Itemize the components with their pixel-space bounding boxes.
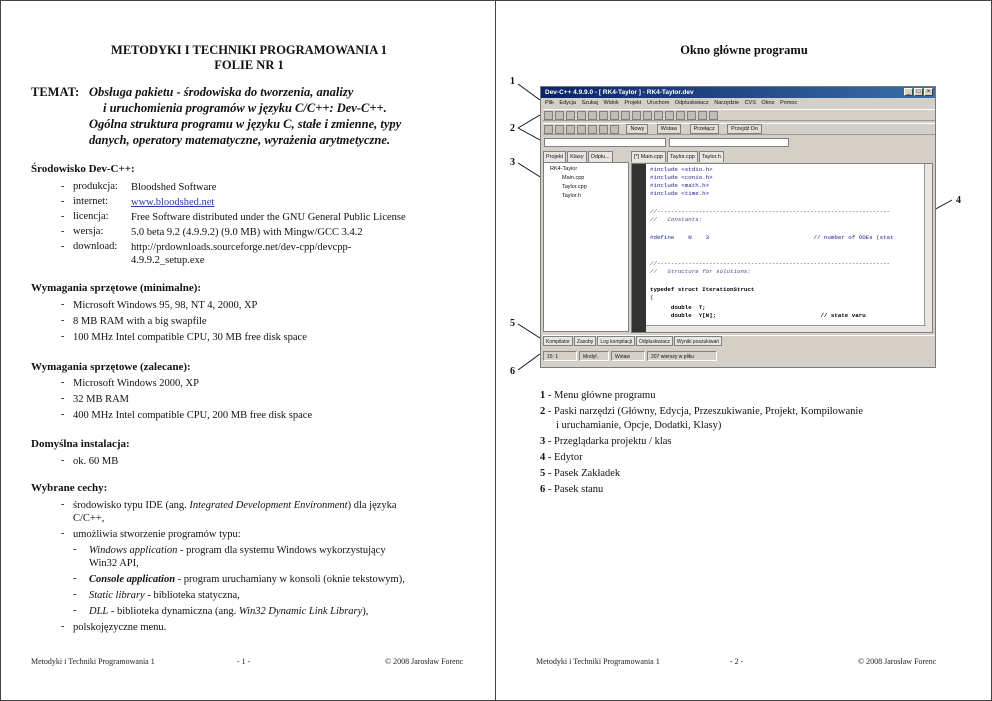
code-editor[interactable] <box>631 163 933 333</box>
legend-item-cont: i uruchamianie, Opcje, Dodatki, Klasy) <box>556 420 722 431</box>
list-item: Microsoft Windows 2000, XP <box>73 378 199 389</box>
tool-icon[interactable] <box>621 111 630 120</box>
tool-icon[interactable] <box>654 111 663 120</box>
tool-icon[interactable] <box>588 111 597 120</box>
minimize-icon[interactable]: _ <box>904 88 913 96</box>
status-insert: Wstaw <box>611 351 645 361</box>
callout-2: 2 <box>510 123 515 134</box>
menu-item[interactable]: CVS <box>744 100 756 106</box>
tree-file[interactable]: Taylor.cpp <box>562 184 587 190</box>
toolbar-main <box>543 109 935 121</box>
callout-6: 6 <box>510 366 515 377</box>
footer-left: Metodyki i Techniki Programowania 1 <box>536 657 660 666</box>
website-link[interactable]: www.bloodshed.net <box>131 197 215 208</box>
tool-icon[interactable] <box>643 111 652 120</box>
menu-item[interactable]: Widok <box>603 100 619 106</box>
env-value: http://prdownloads.sourceforge.net/dev-cpp/devcpp- <box>131 242 352 253</box>
tool-icon[interactable] <box>665 111 674 120</box>
bullet: - <box>61 499 65 510</box>
env-value: 5.0 beta 9.2 (4.9.9.2) (9.0 MB) with Mingw/GCC 3.4.2 <box>131 227 363 238</box>
tool-icon[interactable] <box>566 125 575 134</box>
bullet: - <box>61 315 65 326</box>
bullet: - <box>73 573 77 584</box>
tree-file[interactable]: Main.cpp <box>562 175 585 181</box>
editor-tabs <box>631 151 725 161</box>
page-title: Okno główne programu <box>680 43 808 57</box>
tool-icon[interactable] <box>577 111 586 120</box>
callout-5: 5 <box>510 318 515 329</box>
bottom-tab-bar <box>543 335 935 347</box>
status-position: 15: 1 <box>543 351 577 361</box>
env-value: Free Software distributed under the GNU General Public License <box>131 212 406 223</box>
menu-item[interactable]: Narzędzie <box>714 100 740 106</box>
bullet: - <box>61 226 65 237</box>
footer-left: Metodyki i Techniki Programowania 1 <box>31 657 155 666</box>
feature-menu: polskojęzyczne menu. <box>73 622 167 633</box>
type-windows-cont: Win32 API, <box>89 558 139 569</box>
bullet: - <box>61 331 65 342</box>
tool-icon[interactable] <box>709 111 718 120</box>
bullet: - <box>61 621 65 632</box>
bullet: - <box>61 377 65 388</box>
bullet: - <box>61 393 65 404</box>
legend-item: 5 - Pasek Zakładek <box>540 468 621 479</box>
tool-icon[interactable] <box>588 125 597 134</box>
footer-right: © 2008 Jarosław Forenc <box>385 657 464 666</box>
footer-right: © 2008 Jarosław Forenc <box>858 657 937 666</box>
tool-icon[interactable] <box>555 125 564 134</box>
bullet: - <box>73 544 77 555</box>
editor-gutter <box>632 164 646 332</box>
callout-1: 1 <box>510 76 515 87</box>
code-line: #include <math.h> <box>650 182 710 189</box>
topic-line-1: Obsługa pakietu - środowiska do tworzenia, analizy <box>89 85 354 99</box>
tab-project[interactable]: Projekt <box>543 151 566 162</box>
tree-project-root[interactable]: RK4-Taylor <box>550 166 578 172</box>
bullet: - <box>61 241 65 252</box>
bullet: - <box>73 589 77 600</box>
tab-resources[interactable]: Zasoby <box>574 336 596 346</box>
tool-icon[interactable] <box>599 111 608 120</box>
list-item: 400 MHz Intel compatible CPU, 200 MB free disk space <box>73 410 313 421</box>
tool-icon[interactable] <box>632 111 641 120</box>
code-line: double T; <box>650 304 706 311</box>
code-line: #include <conio.h> <box>650 174 713 181</box>
type-dll: DLL - biblioteka dynamiczna (ang. Win32 Dynamic Link Library), <box>89 606 369 617</box>
code-line: // Structure for solutions: <box>650 268 751 275</box>
env-value-cont: 4.9.9.2_setup.exe <box>131 255 205 266</box>
toggle-button[interactable]: Przełącz <box>690 124 719 134</box>
code-line: #define N 3 // number of ODEs (stat <box>650 234 894 241</box>
env-key: download: <box>73 241 118 252</box>
bullet: - <box>61 528 65 539</box>
tab-search-results[interactable]: Wyniki poszukiwań <box>674 336 722 346</box>
tab-debug[interactable]: Odpłu... <box>588 151 613 162</box>
bullet: - <box>61 409 65 420</box>
feature-types: umożliwia stworzenie programów typu: <box>73 529 241 540</box>
member-combo[interactable] <box>669 138 789 147</box>
topic-line-4: danych, operatory matematyczne, wyrażenia arytmetyczne. <box>89 133 391 147</box>
toolbar-secondary <box>543 123 935 135</box>
code-line: #include <stdio.h> <box>650 166 713 173</box>
env-key: licencja: <box>73 211 109 222</box>
type-static: Static library - biblioteka statyczna, <box>89 590 240 601</box>
tool-icon[interactable] <box>610 125 619 134</box>
code-line: //------------------------------------------------------------------- <box>650 260 891 267</box>
close-icon[interactable]: × <box>924 88 933 96</box>
class-combo[interactable] <box>544 138 666 147</box>
legend-item: 4 - Edytor <box>540 452 583 463</box>
bullet: - <box>61 181 65 192</box>
bullet: - <box>61 211 65 222</box>
callout-4: 4 <box>956 195 961 206</box>
topic-line-2: i uruchomienia programów w języku C/C++: Dev-C++. <box>103 101 387 115</box>
code-line: // Constants: <box>650 216 703 223</box>
callout-3: 3 <box>510 157 515 168</box>
bullet: - <box>61 299 65 310</box>
menu-item[interactable]: Szukaj <box>581 100 598 106</box>
status-lines: 207 wierszy w pliku <box>647 351 717 361</box>
title-line-2: FOLIE NR 1 <box>214 58 284 72</box>
insert-button[interactable]: Wstaw <box>657 124 682 134</box>
tab-classes[interactable]: Klasy <box>567 151 586 162</box>
project-tabs <box>543 151 614 161</box>
code-line: double Y[N]; // state varu <box>650 312 866 319</box>
code-line: typedef struct IterationStruct <box>650 286 755 293</box>
features-heading: Wybrane cechy: <box>31 482 108 494</box>
rec-req-heading: Wymagania sprzętowe (zalecane): <box>31 361 191 373</box>
env-key: produkcja: <box>73 181 118 192</box>
feature-ide-cont: C/C++, <box>73 513 105 524</box>
devcpp-screenshot <box>540 86 936 368</box>
legend-item: 6 - Pasek stanu <box>540 484 604 495</box>
new-button[interactable]: Nowy <box>626 124 648 134</box>
tool-icon[interactable] <box>610 111 619 120</box>
bullet: - <box>61 455 65 466</box>
menu-item[interactable]: Okno <box>761 100 775 106</box>
list-item: ok. 60 MB <box>73 456 119 467</box>
code-line: //------------------------------------------------------------------- <box>650 208 891 215</box>
list-item: 32 MB RAM <box>73 394 130 405</box>
env-heading: Środowisko Dev-C++: <box>31 163 135 175</box>
menu-item[interactable]: Edycja <box>559 100 576 106</box>
list-item: 100 MHz Intel compatible CPU, 30 MB free disk space <box>73 332 307 343</box>
env-key: wersja: <box>73 226 104 237</box>
tab-debugger[interactable]: Odpluskwiacz <box>636 336 673 346</box>
main-menu <box>541 98 935 108</box>
min-req-heading: Wymagania sprzętowe (minimalne): <box>31 282 202 294</box>
env-key: internet: <box>73 196 108 207</box>
window-titlebar: Dev-C++ 4.9.9.0 - [ RK4-Taylor ] - RK4-Taylor.dev <box>541 87 935 98</box>
tool-icon[interactable] <box>676 111 685 120</box>
editor-vertical-scrollbar[interactable] <box>924 164 932 332</box>
list-item: Microsoft Windows 95, 98, NT 4, 2000, XP <box>73 300 258 311</box>
tree-file[interactable]: Taylor.h <box>562 193 581 199</box>
type-windows: Windows application - program dla systemu Windows wykorzystujący <box>89 545 386 556</box>
tab-taylor-h[interactable]: Taylor.h <box>699 151 724 162</box>
topic-label: TEMAT: <box>31 85 80 99</box>
feature-ide: środowisko typu IDE (ang. Integrated Development Environment) dla języka <box>73 500 397 511</box>
tab-taylor-cpp[interactable]: Taylor.cpp <box>667 151 698 162</box>
status-modified: Modyf. <box>579 351 609 361</box>
tab-main-cpp[interactable]: [*] Main.cpp <box>631 151 666 162</box>
tool-icon[interactable] <box>698 111 707 120</box>
menu-item[interactable]: Pomoc <box>780 100 798 106</box>
editor-horizontal-scrollbar[interactable] <box>646 325 926 332</box>
menu-item[interactable]: Uruchom <box>646 100 670 106</box>
legend-item: 2 - Paski narzędzi (Główny, Edycja, Przeszukiwanie, Projekt, Kompilowanie <box>540 406 863 417</box>
goto-button[interactable]: Przejdź Do <box>727 124 762 134</box>
code-line: { <box>650 294 654 301</box>
env-value: Bloodshed Software <box>131 182 217 193</box>
legend-item: 1 - Menu główne programu <box>540 390 656 401</box>
status-bar <box>543 351 935 362</box>
legend-item: 3 - Przeglądarka projektu / klas <box>540 436 672 447</box>
menu-item[interactable]: Projekt <box>624 100 642 106</box>
footer-page-number: - 2 - <box>730 657 744 666</box>
menu-item[interactable]: Odpluskwiacz <box>674 100 709 106</box>
menu-item[interactable]: Plik <box>545 100 554 106</box>
tool-icon[interactable] <box>555 111 564 120</box>
title-line-1: METODYKI I TECHNIKI PROGRAMOWANIA 1 <box>111 43 387 57</box>
footer-page-number: - 1 - <box>237 657 251 666</box>
list-item: 8 MB RAM with a big swapfile <box>73 316 207 327</box>
project-browser <box>543 162 629 332</box>
tool-icon[interactable] <box>544 111 553 120</box>
tool-icon[interactable] <box>544 125 553 134</box>
tab-compile-log[interactable]: Log kompilacji <box>597 336 635 346</box>
topic-line-3: Ogólna struktura programu w języku C, stałe i zmienne, typy <box>89 117 402 131</box>
type-console: Console application - program uruchamiany w konsoli (oknie tekstowym), <box>89 574 405 585</box>
tool-icon[interactable] <box>577 125 586 134</box>
tab-compiler[interactable]: Kompilator <box>543 336 573 346</box>
install-heading: Domyślna instalacja: <box>31 438 130 450</box>
maximize-icon[interactable]: □ <box>914 88 923 96</box>
bullet: - <box>73 605 77 616</box>
tool-icon[interactable] <box>566 111 575 120</box>
bullet: - <box>61 196 65 207</box>
code-line: #include <time.h> <box>650 190 710 197</box>
tool-icon[interactable] <box>599 125 608 134</box>
tool-icon[interactable] <box>687 111 696 120</box>
